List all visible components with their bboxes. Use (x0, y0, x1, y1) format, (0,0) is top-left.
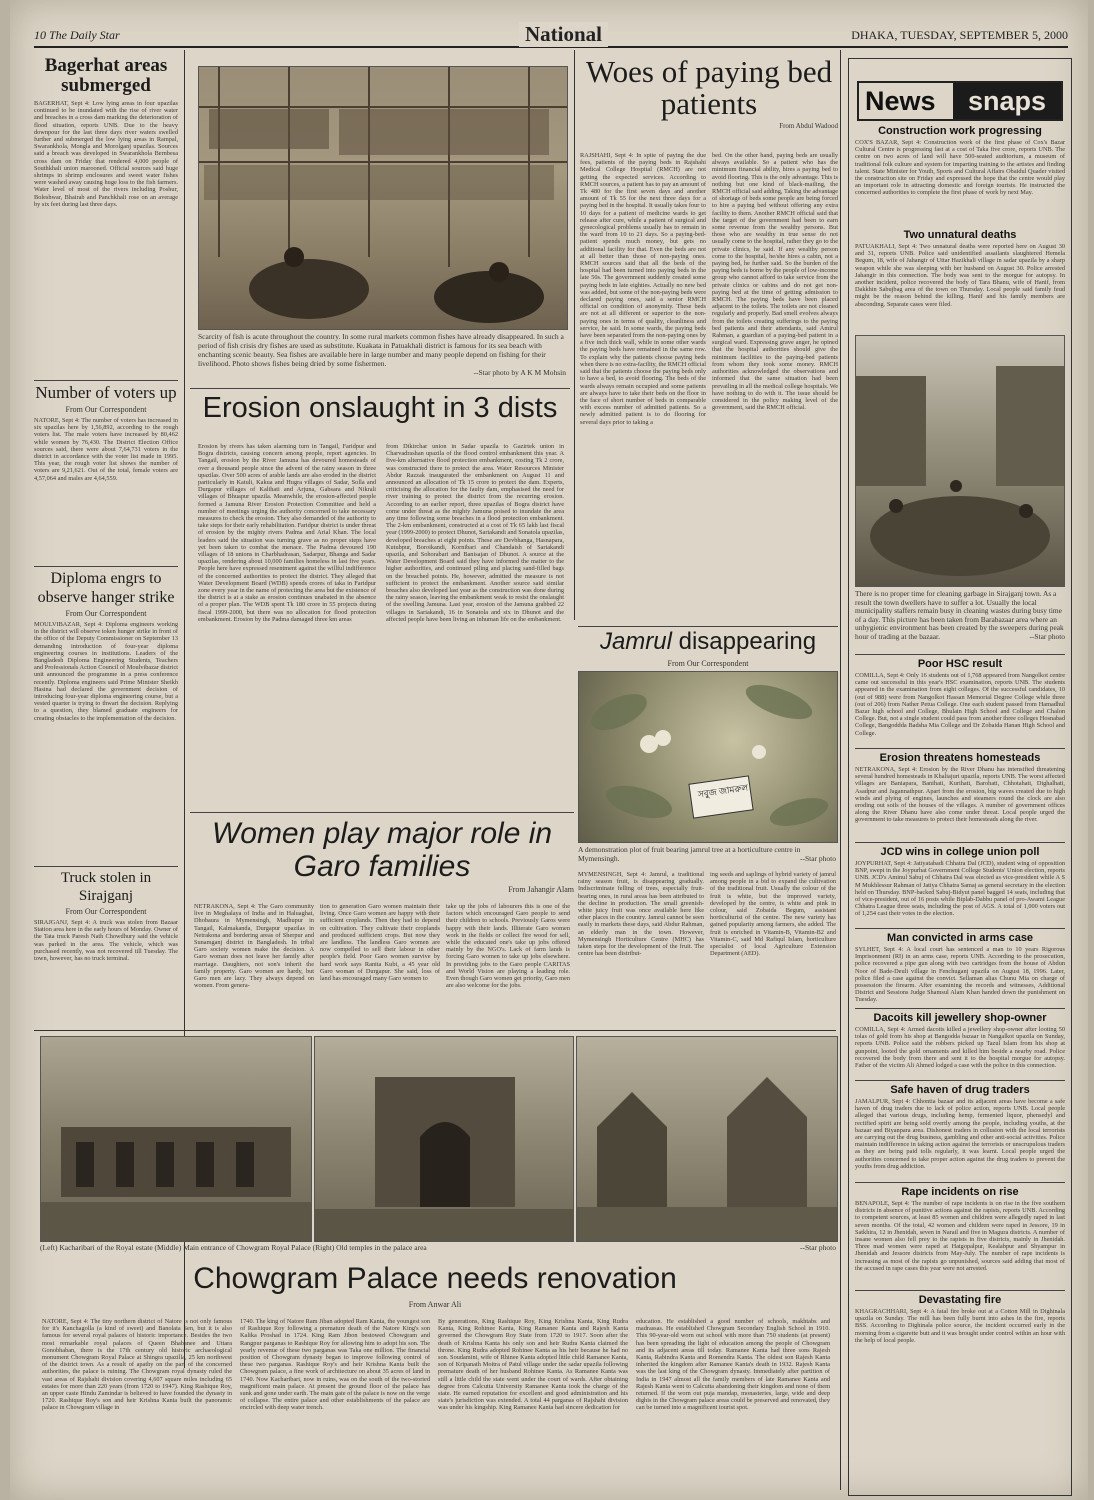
snap-headline: Dacoits kill jewellery shop-owner (855, 1008, 1065, 1024)
truck-headline: Truck stolen in Sirajganj (60, 870, 152, 904)
diploma-byline: From Our Correspondent (65, 609, 147, 618)
snap-headline: Poor HSC result (855, 654, 1065, 670)
old-temples-photo (576, 1036, 838, 1242)
jamrul-caption-text: A demonstration plot of fruit bearing jamrul tree at a horticulture centre in Mymensingh. (578, 845, 801, 863)
diploma-headline: Diploma engrs to observe hanger strike (37, 570, 175, 606)
snap-body: COX'S BAZAR, Sept 4: Construction work of the first phase of Cox's Bazar Cultural Centre is progressing fast at a cost of Taka five crore, reports UNB. The centre on two acres of land will have 500-seated auditorium, a museum of traditional folk culture and system for imparting training to the artistes and finding talent. State Minister for Youth, Sports and Cultural Affairs Obaidul Quader visited the construction site on Friday and expressed the hope that the centre would play an important role in attracting domestic and foreign tourists. He instructed the concerned authorities to complete the first phase of work by next May. (855, 139, 1065, 197)
news-label: News (865, 86, 936, 116)
garo-body-col2: tion to generation Garo women maintain their living. Once Garo women are happy with their sufficient croplands. Then they had to depend on cultivation. They cultivate their croplands and produced sufficient crops. But now they are landless. The landless Garo women are now compelled to sell their labour in other people's field. Poor Garo women survive by hard work says Ranita Kubi, a 45 year old Garo woman of Durgapur. She said, loss of land has encouraged many Garo women to (320, 903, 440, 983)
chowgram-headline: Chowgram Palace needs renovation (193, 1262, 677, 1295)
snap-body: NETRAKONA, Sept 4: Erosion by the River Dhanu has intensified threatening several hundred homesteads in Khaliajuri upazila, reports UNB. The worst affected villages are Baniapara, Banihati, Kurihati, Barohati, Chhotahati, Dighalhati, Asadpur and Jagannathpur. Apart from the erosion, big waves created due to high winds and plying of engines, launches and steamers round the clock are also eroding out soils of the houses of the villages. A number of government offices along the River Dhanu have also come under threat. Local people urged the government to take measures to protect their homesteads along the river. (855, 766, 1065, 824)
jamrul-body-col1: MYMENSINGH, Sept 4: Jamrul, a traditional rainy season fruit, is disappearing gradually. Indiscriminate felling of trees, especially fruit-bearing ones, in rural areas has been attributed to the decline in production. The small greenish-white juicy fruit was once available here like other places in the country. Jamrul cannot be seen easily in markets these days, said Abdur Rahman, an elderly man in the town. However, Mymensingh Horticulture Centre (MHC) has taken steps for the development of the fruit. The centre has been distribut- (578, 871, 704, 958)
chowgram-story (34, 1260, 836, 1492)
truck-body: SIRAJGANJ, Sept 4: A truck was stolen from Bazaar Station area here in the early hours of Monday. Owner of the Tata truck Paresh Nath Chowdhury said the vehicle was parked in the area. The vehicle, which was purchased recently, was not recovered till Tuesday. The town, however, has no truck terminal. (34, 919, 178, 963)
news-snaps-banner (857, 81, 1063, 121)
snap-headline: Devastating fire (855, 1290, 1065, 1306)
jamrul-tree-photo (578, 671, 838, 843)
snap-headline: Construction work progressing (878, 125, 1042, 137)
snap-body: BENAPOLE, Sept 4: The number of rape incidents is on rise in the five southern districts in absence of punitive actions against the rapists, reports UNB. According to competent sources, at least 85 women and children were allegedly raped in last seven months. Of the total, 42 women and children were raped in Jessore, 19 in Satkhira, 12 in Jhenidah, seven in Narail and five in Magura districts. A number of insane women also fell prey to the rapists in five districts, mainly in Jhenidah. Three mad women were raped at Hatgopalpur, Kealabpur and Shyampur in Jhenidah and Jessore districts from May-July. The number of rape incidents is increasing as most of the rapists go unpunished, sources said adding that most of the accused in rape cases this year were not arrested. (855, 1200, 1065, 1272)
garo-story (190, 812, 574, 1027)
jamrul-byline: From Our Correspondent (667, 659, 749, 668)
snap-headline: Two unnatural deaths (903, 229, 1017, 241)
masthead (34, 24, 1068, 48)
fish-photo-caption (198, 332, 566, 386)
snap-headline: Man convicted in arms case (855, 928, 1065, 944)
woes-story (580, 56, 838, 624)
fish-photo-credit: --Star photo by A K M Mohsin (473, 368, 566, 377)
voters-body: NATORE, Sept 4: The number of voters has increased in six upazilas here by 1,56,892, according to the rough voters list. The male voters have increased by 80,462 while women by 76,430. The District Election Office sources said, there were about 7,64,731 voters in the district in accordance with the voter list made in 1995. This year, the rough voter list shows the number of voters are 9,21,621. Out of the total, female voters are 4,57,064 and males are 4,64,559. (34, 417, 178, 482)
jamrul-body-col2: ing seeds and saplings of hybrid variety of jamrul among people in a bid to expand the cultivation of the traditional fruit. Usually the colour of the fruit is white, but the improved variety, developed by the centre, is white and pink in colour, said Zobaida Begum, assistant horticulturist of the centre. The new variety has gained popularity among farmers, she added. The fruit is enriched in Vitamin-B, Vitamin-B2 and Vitamin-C, said Md Rafiqul Islam, horticulture specialist of local Agriculture Extension Department (AED). (710, 871, 836, 958)
snap-body: SYLHET, Sept 4: A local court has sentenced a man to 10 years Rigorous Imprisonment (RI) in an arms case, reports UNB. According to the prosecution, police recovered a pipe gun along with two cartridges from the house of Abdun Noor of Bade-Deuli village in Fenchuganj upazila on August 18, 1996. Later, police filed a case against the convict. Sellaman alias Chunu Mia on charge of possession the firearm. After examining the records and witnesses, Additional District and Sessions Judge Shamsul Alam Khan handed down the punishment on Tuesday. (855, 946, 1065, 1004)
garo-headline: Women play major role in Garo families (211, 817, 553, 883)
dry-fish-photo (198, 66, 568, 330)
snap-body: KHAGRACHHARI, Sept 4: A fatal fire broke out at a Cotton Mill in Dighinala upazila on Sunday. The mill has been fully burnt into ashes in the fire, reports BSS. According to Dighinala police source, the incident occurred early in the morning from a cigarette butt and it was brought under control within an hour with the help of local people. (855, 1308, 1065, 1344)
snap-headline: Rape incidents on rise (855, 1182, 1065, 1198)
woes-body-col2: bed. On the other hand, paying beds are usually always available. So a patient who has the minimum financial ability, hires a paying bed to avoid flooring. This is the only advantage. This is nothing but one kind of black-mailing, the RMCH official said adding, Taking the advantage of shortage of beds some people are being forced to hire a paying bed without offering any extra facility to them. Another RMCH official said that the target of the government had been to earn some revenue from the wealthy persons. But those who are wealthy in true sense do not usually come to the hospital, rather they go to the private clinics, he said. If any wealthy person come to the hospital, he/she hires a cabin, not a paying bed, he further said. So the burden of the paying beds is borne by the people of low-income group who cannot afford to take service from the private clinics or cabins and do not get non-paying bed at the time of getting admission to RMCH. The paying beds have been placed adjacent to the toilets. The toilets are not cleaned regularly and properly. Bad smell evolves always from the toilets creating sufferings to the paying bed patients and their attendants, said Amirul Rahman, a guardian of a paying-bed patient in a surgical ward. Expressing grave anger, he opined that the hospital authorities should give the minimum facilities to the paying-bed patients from whom they took some money. RMCH authorities acknowledged the observations and informed that the same situation had been prevailing in all the medical college hospitals. We have nothing to do with it. The issue should be considered in the policy making level of the government, said the RMCH official. (712, 152, 838, 412)
chowgram-body-col4: education. He established a good number of schools, makhtabs and madrassas. He established Chowgram Secondary English School in 1910. This 90-year-old worn out school with more than 750 students (at present) has been spreading the light of education among the people of Chowgram and its adjacent areas till today. Ramanee Kanta had three sons Rajesh Kanta, Rabindra Kanta and Romendra Kanta. The oldest son Rajesh Kanta inherited the kingdom after Ramanee Kanta's death in 1932. Rajesh Kanta was the last king of the Chowgram dynasty. Immediately after partition of India in 1947 almost all the family members of late Ramanee Kanta and Rajesh Kanta went to Calcutta abandoning their kingdom and none of them returned. If the worn out puja mandap, monasteries, large, wide and deep dighis in the Chowgram palace areas could be preserved and renovated, they can be turned into a magnificent tourist spot. (636, 1318, 830, 1412)
snap-headline: Erosion threatens homesteads (855, 748, 1065, 764)
erosion-body-col1: Erosion by rivers has taken alarming turn in Tangail, Faridpur and Bogra districts, causing concern among people, report agencies. In Tangail, erosion by the River Jamuna has devoured homesteads of over a thousand people since the advent of the rainy season in three upazilas. Over 500 acres of arable lands are also eroded in the district particularly in Katuli, Kakua and Hugra villages of Sadar, Solla and Durgapur villages of Kalihati and Arjuna, Gabsara and Nikrali villages of Bhuapur upazila. Meanwhile, the erosion-affected people formed a Jamuna River Erosion Protection Committee and held a number of meetings urging the authority concerned to take necessary measures to check the erosion. They also demanded of the authority to take steps for their early rehabilitation. Faridpur district is under threat of erosion by the mighty rivers Padma and Arial Khan. The local leaders said the situation was turning grave as no proper steps have yet been taken to combat the menace. The Padma devoured 190 villages of 18 unions in Charbhadrasan, Sadarpur, Bhanga and Sadar upazilas, rendering about 10,000 families homeless in last five years. People here have expressed resentment against the willful indifference of the concerned authorities to protect the district. They alleged that Water Development Board (WDB) spends crores of taka in Faridpur zone every year in the name of protecting the area but the existence of the district is at a stake as erosion continues unabated in the absence of a proper plan. The WDB spent Tk 180 crore in 55 projects during fiscal 1999-2000, but there was no allocation for flood protection embankment. Erosion by the Padma damaged three km areas (198, 443, 376, 623)
bagerhat-headline: Bagerhat areas submerged (44, 56, 168, 96)
snap-headline: JCD wins in college union poll (855, 842, 1065, 858)
snaps-label: snaps (953, 83, 1061, 119)
page-number-paper-name: 10 The Daily Star (34, 28, 120, 42)
diploma-body: MOULVIBAZAR, Sept 4: Diploma engineers working in the district will observe token hunger strike in front of the office of the Deputy Commissioner on September 13 demanding introduction of four-year diploma engineering courses in institutions. Leaders of the Bangladesh Diploma Engineering Students, Teachers and Professionals Action Council of Moulvibazar district unit announced the programme in a press conference recently. Diploma engineers said Prime Minister Sheikh Hasina had declared the government decision of introducing four-year diploma engineering course, but a vested quarter is trying to thwart the decision. Replying to a question, they blamed graduate engineers for creating obstacles to the implementation of the decision. (34, 621, 178, 722)
snap-body: COMILLA, Sept 4: Armed dacoits killed a jewellery shop-owner after looting 50 tolas of gold from his shop at Bangodda bazaar in Nangalkot upazila on Sunday, reports UNB. Police said the robbers picked up Tazul Islam from his shop at gunpoint, looted the gold ornaments and killed him beside a nearby road. Police recovered the body from there and sent it to the hospital morgue for autopsy. Father of the victim Ali Ahmed lodged a case with the police in this connection. (855, 1026, 1065, 1070)
woes-byline: From Abdul Wadood (779, 122, 838, 130)
truck-byline: From Our Correspondent (65, 907, 147, 916)
jamrul-photo-caption (578, 845, 836, 863)
newspaper-page (10, 0, 1088, 1500)
section-title: National (519, 22, 608, 47)
jamrul-headline (578, 627, 838, 657)
dateline: DHAKA, TUESDAY, SEPTEMBER 5, 2000 (851, 28, 1068, 42)
chowgram-byline: From Anwar Ali (408, 1300, 462, 1309)
bagerhat-body: BAGERHAT, Sept 4: Low lying areas in four upazilas continued to be inundated with the rise of river water and breaches in a cross dam marking the deterioration of flood situation, reports UNB. Due to the heavy downpour for the last three days river waters swelled further and submerged the low lying areas in Rampal, Swarankhola, Mongla and Morolganj upazilas. Sources said a breach was developed in Swarankhola Bernbesa cross dam on Friday that rendered 4,000 people of Southkhali union marooned. Official sources said huge shrimps in shrimp enclosures and sweet water fishes were washed away causing huge loss to the fish farmers. Water level of most of the rivers including Poshur, Boleshwar, Bhairab and Panchkhali rose on an average by six feet during last three days. (34, 100, 178, 208)
snap-body: JOYPURHAT, Sept 4: Jatiyatabadi Chhatra Dal (JCD), student wing of opposition BNP, swept in the Joypurhat Government College Students' Union election, reports UNB. JCD's Aminul Sabuj of Chhatra Dal was elected as vice-president while A S M Mukhlessur Rahman of Jatiya Chhatra Samaj as general secretary in the election held on Thursday. BNP-backed Sabuj-Bidyut panel bagged 14 seats, including that of vice-president, out of 16 posts while Biplab-Dabbu panel of pro-Awami League Chhatra League three seats, including the post of AGS. A total of 1,000 voters out of 1,254 cast their votes in the election. (855, 860, 1065, 918)
chowgram-photo-caption (40, 1243, 836, 1257)
fish-caption-text: Scarcity of fish is acute throughout the country. In some rural markets common fishes have already disappeared. In such a period of fish crisis dry fishes are used as substitute. Kuakata in Patuakhali district is famous for its sea beach with enchanting scenic beauty. Sea fishes are available here in large number and many people depend on fishing for their livelihood. Photo shows fishes being dried by some fishermen. (198, 332, 564, 368)
kacharibari-photo (40, 1036, 312, 1242)
snaps-bottom-items (849, 654, 1071, 1348)
bagerhat-story (34, 56, 178, 378)
garo-byline: From Jahangir Alam (508, 885, 574, 894)
voters-byline: From Our Correspondent (65, 405, 147, 414)
voters-headline: Number of voters up (35, 383, 177, 402)
garbage-photo-credit: --Star photo (1029, 631, 1065, 641)
garo-body-col3: take up the jobs of labourers this is one of the factors which encouraged Garo people to send their children to schools. Previously Garos were happy with their lands. Illiterate Garo women work in the fields or collect fire wood for sell, while the educated one's take up jobs offered mainly by the NGO's. Lack of farm lands is forcing Garo women to take up jobs elsewhere. In providing jobs to the Garo people CARITAS and World Vision are playing a leading role. Even though Garo women get priority, Garo men are also welcome for the jobs. (446, 903, 570, 990)
woes-headline: Woes of paying bed patients (585, 56, 833, 121)
chowgram-body-col1: NATORE, Sept 4: The tiny northern district of Natore is not only famous for it's Kanchagolla (a kind of sweet) and Banolata Sen, but it is also famous for several royal palaces of historic importance. Besides the two most remarkable royal palaces of Queen Bhabanee and Uttara Gonobhaban, there is the 17th century old historic archaeological monument Chowgram Royal Palace at Shingra upazilla, 25 km northwest of the district town. As a result of apathy on the part of the concerned authorities, the palace is ruining. The Chowgram royal dynasty ruled the vast areas of Rajshahi division covering 4,607 square miles including 65 estates for more than 220 years (from 1720 to 1947). King Rashique Roy, an upper caste Hindu Zamindar is believed to have founded the dynasty in 1720. Rashique Roy's son and heir Krishna Kanta built the panoramic palace in Chowgram village in (42, 1318, 232, 1412)
garo-body-col1: NETRAKONA, Sept 4: The Garo community live in Meghalaya of India and in Haluaghat, Dhobaura in Mymensingh, Madhupur in Tangail, Kalmakanda, Durgapur upazilas in Netrakona and bordering areas of Sherpur and Sunamganj district in Bangladesh. In tribal Garo society women make the decision. A Garo woman does not leave her family after marriage. Daughters, not son's inherit the family property. Garo women are hardy, but Garo men are lazy. They always depend on women. From genera- (194, 903, 314, 990)
snaps-top-items (849, 125, 1071, 329)
erosion-headline: Erosion onslaught in 3 dists (202, 392, 558, 424)
snap-body: JAMALPUR, Sept 4: Chhontia bazaar and its adjacent areas have become a safe haven of drug traders due to lack of police action, reports UNB. Local people alleged that various drugs, including hemp, fermented liquor, phensedyl and rectified spirit are being sold overtly among the people, including youths, at the bazaar and Biyanpara area. Dishonest traders in collusion with the local terrorists are carrying out the drug business, gambling and other anti-social activities. Police maintain indifference in taking action against the terrorists or unscrupulous traders as they are being paid tolls regularly, it was learnt. Local people urged the authorities concerned to take proper action against the drug traders to prevent the youths from drug addiction. (855, 1098, 1065, 1170)
erosion-body-col2: from Dikirchar union in Sadar upazila to Gazirtek union in Charvadrashan upazila of the flood control embankment this year. A five-km alternative flood protection embankment, costing Tk 2 crore, was constructed there to protect the area. Water Resources Minister Abdur Razzak inaugurated the embankment on August 11 and announced an allocation of Tk 15 crore to protect the dam. Experts, criticising the allocation for the faulty dam, emphasised the need for river training to protect the district from the recurring erosion. According to an earlier report, three upazilas of Bogra district have come under threat as the mighty Jamuna poised to inundate the area any time following some breaches in a flood protection embankment. The 2-km embankment, constructed at a cost of Tk 65 lakh last fiscal year (1999-2000) to protect Dhunot, Sariakandi and Sonatola upazilas, developed breaches at eight points. These are Devbhanga, Hasnapara, Kutubpur, Boroikandi, Kornibari and Chandaish of Sariakandi upazila, and Sohorabari and Banisajan of Dhunot. A source at the Water Development Board said they have informed the matter to the higher authorities, and continued piling and placing sand-filled bags on the breached points. He, however, admitted the measure is not sufficient to protect the embankment. Another source said similar breaches also developed last year as the construction was done during the rainy season, leaving the embankment weak to resist the onslaught of the swelling Jamuna. Last year, erosion of the Jamuna grabbed 22 villages in Sariakandi, 16 in Sonatola and six in Dhunot and the affected people have been living an inhuman life on the embankment. (386, 443, 564, 623)
jamrul-headline-rest: disappearing (671, 628, 817, 655)
chowgram-body-col2: 1740. The king of Natore Ram Jiban adopted Ram Kanta, the youngest son of Rashique Roy following a premature death of the Natore King's son Kalika Proshad in 1724. King Ram Jibon bestowed Chowgram and Rangpur parganas to Rashique Roy for allowing him to adopt his son. The yearly revenue of these two parganas was Taka one million. The financial position of Chowgram dynasty began to improve following control of these two parganas. Rashique Roy's and heir Krishna Kanta built the Chowgram palace, a fine work of architecture on about 35 acres of land in 1740. Now Kacharibari, now in ruins, was on the south of the two-storied magnificent main palace. At present the ground floor of the palace has sunk and gone under earth. The main gate of the palace is now on the verge of collapse. The entire palace and other establishments of the palace are encircled with deep water trench. (240, 1318, 430, 1412)
snap-body: COMILLA, Sept 4: Only 16 students out of 1,768 appeared from Nangolkot centre came out successful in this year's HSC examination, reports UNB. The students appeared in the examination from eight colleges. Of the successful candidates, 10 (out of 988) were from Nangolkot Hassan Memorial Degree College while three (out of 206) from Nather Petua College. One each student passed from Hamadhul Bazar high school and College, Bhulain High School and College and Chalon College. But, not a single student could pass from another three colleges Hosnabad College, Bangoddda Badsha Mia College and Dr Zobaida Hanan High School and College. (855, 672, 1065, 737)
jamrul-photo-credit: --Star photo (799, 854, 836, 863)
snap-headline: Safe haven of drug traders (855, 1080, 1065, 1096)
garbage-photo (855, 335, 1065, 587)
news-snaps-box (848, 58, 1072, 1496)
main-entrance-photo (314, 1036, 574, 1242)
jamrul-headline-em: Jamrul (599, 628, 672, 655)
jamrul-sign: সবুজ জামরুল (697, 782, 749, 800)
garbage-caption-text: There is no proper time for cleaning garbage in Sirajganj town. As a result the town dwellers have to suffer a lot. Usually the local municipality staffers remain busy in cleaning wastes during busy time of a day. This picture has been taken from Barabazaar area where an unhygienic environment has been created by the sweepers during peak hour of trading at the bazaar. (855, 590, 1064, 641)
chowgram-photo-credit: --Star photo (799, 1243, 836, 1252)
voters-story (34, 380, 178, 569)
garbage-photo-caption (855, 590, 1065, 650)
diploma-story (34, 566, 178, 867)
chowgram-caption-text: (Left) Kacharibari of the Royal estate (Middle) Main entrance of Chowgram Royal Palace (Right) Old temples in the palace area (40, 1243, 427, 1252)
truck-story (34, 866, 178, 1029)
woes-body-col1: RAJSHAHI, Sept 4: In spite of paying the due fees, patients of the paying beds in Rajshahi Medical College Hospital (RMCH) are not getting the expected services. According to RMCH sources, a patient has to pay an amount of Tk 480 for the first seven days and another amount of Tk 55 for the next three days for a paying bed in the hospital. It usually takes four to 10 days for a patient of medicine wards to get release after cure, while a patient of surgical and gynecological problems usually has to remain in the ward from 10 to 21 days. So a paying-bed-patient spends much money, but gets no additional facility for that. Even the beds are not at all better than those of non-paying ones. RMCH sources said that all the beds of the hospital had been turned into paying beds in the late 50s. The government suddenly created some paying beds in late eighties. Actually no new bed was added, but some of the non-paying beds were declared paying ones, said a senior RMCH official on condition of anonymity. These beds are not at all different or superior to the non-paying ones in terms of quality, cleanliness and service, he said. In some wards, the paying beds have been separated from the non-paying ones by a five inch thick wall, while in some other wards the paying beds have remained in the same row. To explain why the patients choose paying beds when there is no extra-facility, the RMCH official said that the patients choose the paying beds only to have a bed, to avoid flooring. The beds of the wards always remain occupied and some patients are always have to take their beds on the floor in the face of short number of beds in comparable with excess number of admitted patients. So a newly admitted patient is to do flooring for several days prior to taking a (580, 152, 706, 426)
erosion-story (190, 388, 570, 811)
chowgram-body-col3: By generations, King Rashique Roy, King Krishna Kanta, King Rudra Kanta, King Rohinee Kanta, King Ramanee Kanta and Rajesh Kanta governed the Chowgram Roy State from 1720 to 1917. Soon after the death of Krishna Kanta his only son and heir Rudra Kanta claimed the throne. King Rudra adopted Rohinee Kanta as his heir because he had no son. Soudamini, wife of Rhinee Kanta adopted little child Ramanee Kanta, son of Kripanath Moitra of Patul village under the sadar upazila following premature death of her husband Rohinee Kanta. As Ramanee Kanta was still a little child the state went under the court of wards. After obtaining degree from Calcutta University Ramanee Kanta took the charge of the state. He earned reputation for excellent and good administration and his state's jurisdiction was extended. A total 44 parganas of Rajshahi division was under his kingship. King Ramanee Kanta had sincere dedication for (438, 1318, 628, 1412)
jamrul-story (578, 626, 838, 1029)
snap-body: PATUAKHALI, Sept 4: Two unnatural deaths were reported here on August 30 and 31, reports UNB. Police said unidentified assailants slaughtered Hemela Begum, 18, wife of Jahangir of Uttar Hazikhali village in sadar upazila by a sharp weapon while she was sleeping with her husband on August 30. Police arrested Jahangir in this connection. The body was sent to the morgue for autopsy. In another incident, police recovered the body of Tara Bhanu, wife of Hanif, from Dakkhin Sabujbag area of the town on Thursday. Local people said family feud might be the reason behind the killing. Hanif and his family members are absconding. Separate cases were filed. (855, 243, 1065, 308)
